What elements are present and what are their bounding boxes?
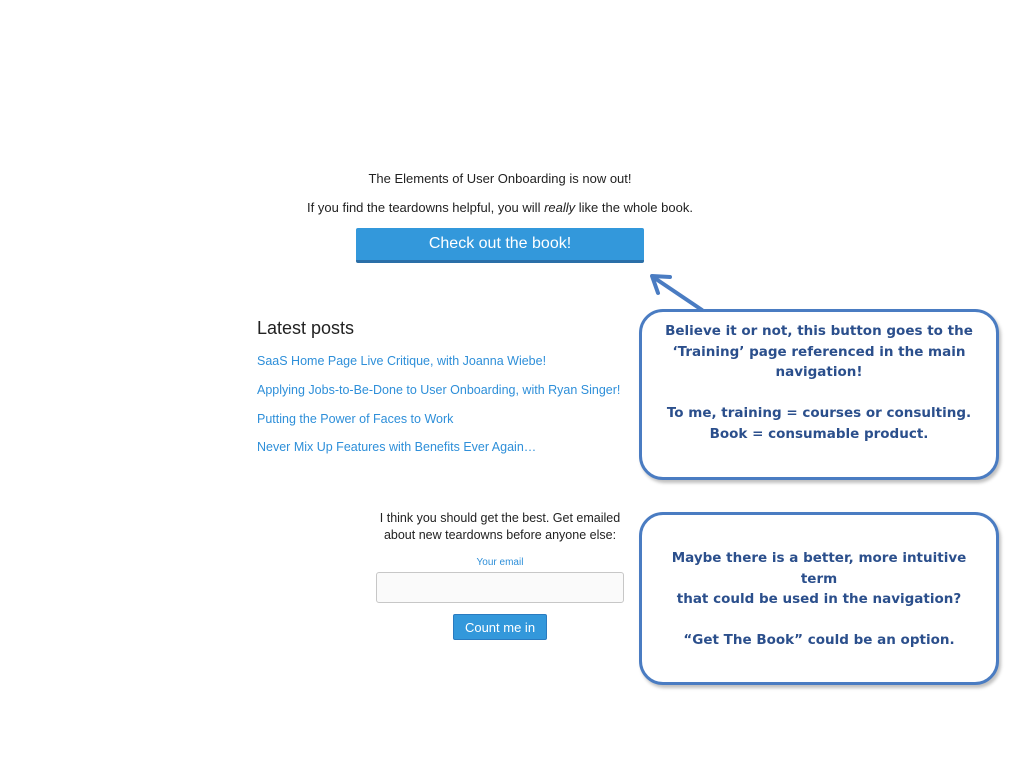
callout-line: Book = consumable product. (709, 425, 929, 442)
subscribe-pitch-line: about new teardowns before anyone else: (383, 528, 617, 542)
latest-posts-heading: Latest posts (257, 318, 355, 338)
callout-line: Maybe there is a better, more intuitive term (671, 550, 967, 587)
callout-line: that could be used in the navigation? (676, 591, 962, 607)
post-link[interactable]: Putting the Power of Faces to Work (257, 412, 454, 426)
email-label: Your email (476, 557, 524, 568)
callout-line: navigation! (775, 364, 863, 380)
callout-line: Believe it or not, this button goes to the (665, 323, 973, 339)
post-link[interactable]: SaaS Home Page Live Critique, with Joanna Wiebe! (257, 354, 547, 368)
callout-line: ‘Training’ page referenced in the main (672, 343, 966, 360)
book-pitch (0, 200, 1000, 215)
book-pitch-prefix: If you find the teardowns helpful, you will (307, 200, 545, 215)
subscribe-pitch (370, 510, 630, 544)
subscribe-pitch-line: I think you should get the best. Get emailed (379, 511, 621, 525)
callout-paragraph (656, 321, 982, 383)
post-link[interactable]: Applying Jobs-to-Be-Done to User Onboarding, with Ryan Singer! (257, 383, 621, 397)
book-announcement: The Elements of User Onboarding is now out! (368, 171, 632, 186)
callout-line: To me, training = courses or consulting. (666, 405, 972, 421)
callout-line: “Get The Book” could be an option. (683, 632, 955, 648)
count-me-in-button[interactable]: Count me in (453, 614, 547, 640)
check-out-book-button[interactable]: Check out the book! (356, 228, 644, 263)
callout-paragraph (656, 403, 982, 444)
annotation-callout-suggestion (639, 512, 999, 685)
callout-paragraph (656, 548, 982, 610)
book-pitch-emphasis: really (544, 200, 576, 215)
book-pitch-suffix: like the whole book. (575, 200, 693, 215)
annotation-callout-training (639, 309, 999, 480)
post-link[interactable]: Never Mix Up Features with Benefits Ever Again… (257, 440, 537, 454)
email-field[interactable] (376, 572, 624, 603)
callout-paragraph (656, 630, 982, 651)
